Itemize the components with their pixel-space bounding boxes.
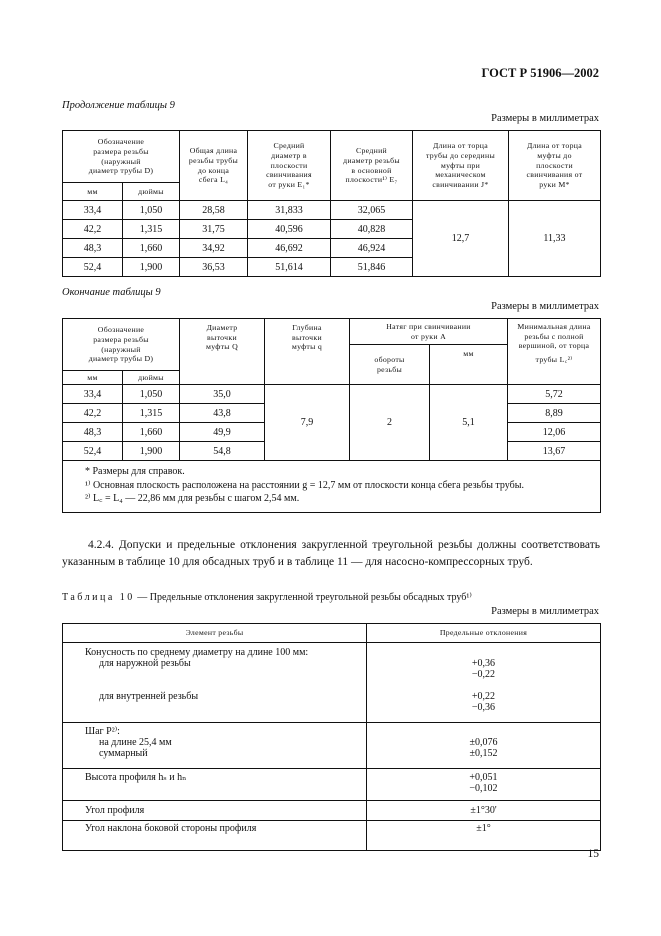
table-notes bbox=[63, 461, 601, 513]
M-value: 11,33 bbox=[509, 201, 601, 277]
table-row: 48,3 1,660 49,9 12,06 bbox=[63, 423, 601, 442]
table-row: Угол наклона боковой стороны профиля ±1° bbox=[63, 821, 601, 851]
table10-units: Размеры в миллиметрах bbox=[491, 606, 599, 617]
page-number: 15 bbox=[587, 848, 599, 860]
header-total-length: Общая длина резьбы трубы до конца сбега L₄ bbox=[180, 131, 248, 201]
header-thread-element: Элемент резьбы bbox=[63, 624, 367, 643]
table10-caption: Таблица 10 — Предельные отклонения закругленной треугольной резьбы обсадных труб¹⁾ bbox=[62, 592, 472, 603]
table-row: для внутренней резьбы +0,22 −0,36 bbox=[63, 689, 601, 723]
table-row: 42,2 1,315 31,75 40,596 40,828 bbox=[63, 220, 601, 239]
table-row: Конусность по среднему диаметру на длине 100 мм: для наружной резьбы +0,36 −0,22 bbox=[63, 643, 601, 689]
table-row: 52,4 1,900 54,8 13,67 bbox=[63, 442, 601, 461]
header-turns: обороты резьбы bbox=[350, 345, 430, 385]
table-row: 42,2 1,315 43,8 8,89 bbox=[63, 404, 601, 423]
table-row: 48,3 1,660 34,92 46,692 46,924 bbox=[63, 239, 601, 258]
note-reference: * Размеры для справок. bbox=[85, 466, 185, 477]
table-row: 52,4 1,900 36,53 51,614 51,846 bbox=[63, 258, 601, 277]
J-value: 12,7 bbox=[413, 201, 509, 277]
header-mm: мм bbox=[63, 371, 123, 385]
turns-value: 2 bbox=[350, 385, 430, 461]
header-inch: дюймы bbox=[123, 371, 180, 385]
table-row: Высота профиля hₛ и hₙ +0,051 −0,102 bbox=[63, 769, 601, 801]
table-row: 33,4 1,050 28,58 31,833 32,065 12,7 11,33 bbox=[63, 201, 601, 220]
header-bore-diameter: Диаметр выточки муфты Q bbox=[180, 319, 265, 385]
header-standoff: Натяг при свинчивании от руки A bbox=[350, 319, 508, 345]
header-bore-depth: Глубина выточки муфты q bbox=[265, 319, 350, 385]
header-designation: Обозначение размера резьбы (наружный диаметр трубы D) bbox=[63, 131, 180, 183]
table9a-caption: Продолжение таблицы 9 bbox=[62, 100, 175, 111]
header-min-length: Минимальная длина резьбы с полной вершиной, от торца трубы L꜀²⁾ bbox=[508, 319, 601, 385]
table9a-units: Размеры в миллиметрах bbox=[491, 113, 599, 124]
table-row: Шаг P²⁾: на длине 25,4 мм суммарный ±0,076 ±0,152 bbox=[63, 723, 601, 769]
note-1: ¹⁾ Основная плоскость расположена на расстоянии g = 12,7 мм от плоскости конца сбега резьбы трубы. bbox=[85, 479, 524, 491]
header-mm: мм bbox=[63, 183, 123, 201]
table9b-units: Размеры в миллиметрах bbox=[491, 301, 599, 312]
header-limit-deviations: Предельные отклонения bbox=[367, 624, 601, 643]
header-designation: Обозначение размера резьбы (наружный диаметр трубы D) bbox=[63, 319, 180, 371]
table9-continuation bbox=[62, 130, 601, 277]
table10 bbox=[62, 623, 601, 851]
note-2: ²⁾ L꜀ = L₄ — 22,86 мм для резьбы с шагом 2,54 мм. bbox=[85, 493, 300, 504]
header-inch: дюймы bbox=[123, 183, 180, 201]
table9-end bbox=[62, 318, 601, 513]
A-mm-value: 5,1 bbox=[430, 385, 508, 461]
paragraph-4-2-4: 4.2.4. Допуски и предельные отклонения закругленной треугольной резьбы должны соответствовать указанным в таблице 10 для обсадных труб и в таблице 11 — для насосно-компрессорных труб. bbox=[62, 539, 600, 568]
q-value: 7,9 bbox=[265, 385, 350, 461]
table-row: 33,4 1,050 35,0 7,9 2 5,1 5,72 bbox=[63, 385, 601, 404]
standard-number: ГОСТ Р 51906—2002 bbox=[481, 66, 599, 80]
table-row: Угол профиля ±1°30' bbox=[63, 801, 601, 821]
header-length-pipe-end: Длина от торца трубы до середины муфты при механическом свинчивании J* bbox=[413, 131, 509, 201]
header-length-coupling-end: Длина от торца муфты до плоскости свинчивания от руки M* bbox=[509, 131, 601, 201]
table9b-caption: Окончание таблицы 9 bbox=[62, 287, 161, 298]
header-standoff-mm: мм bbox=[430, 345, 508, 385]
header-mean-diameter-plane: Средний диаметр в плоскости свинчивания от руки E₁* bbox=[248, 131, 331, 201]
header-mean-diameter-main: Средний диаметр резьбы в основной плоскости¹⁾ E₇ bbox=[331, 131, 413, 201]
